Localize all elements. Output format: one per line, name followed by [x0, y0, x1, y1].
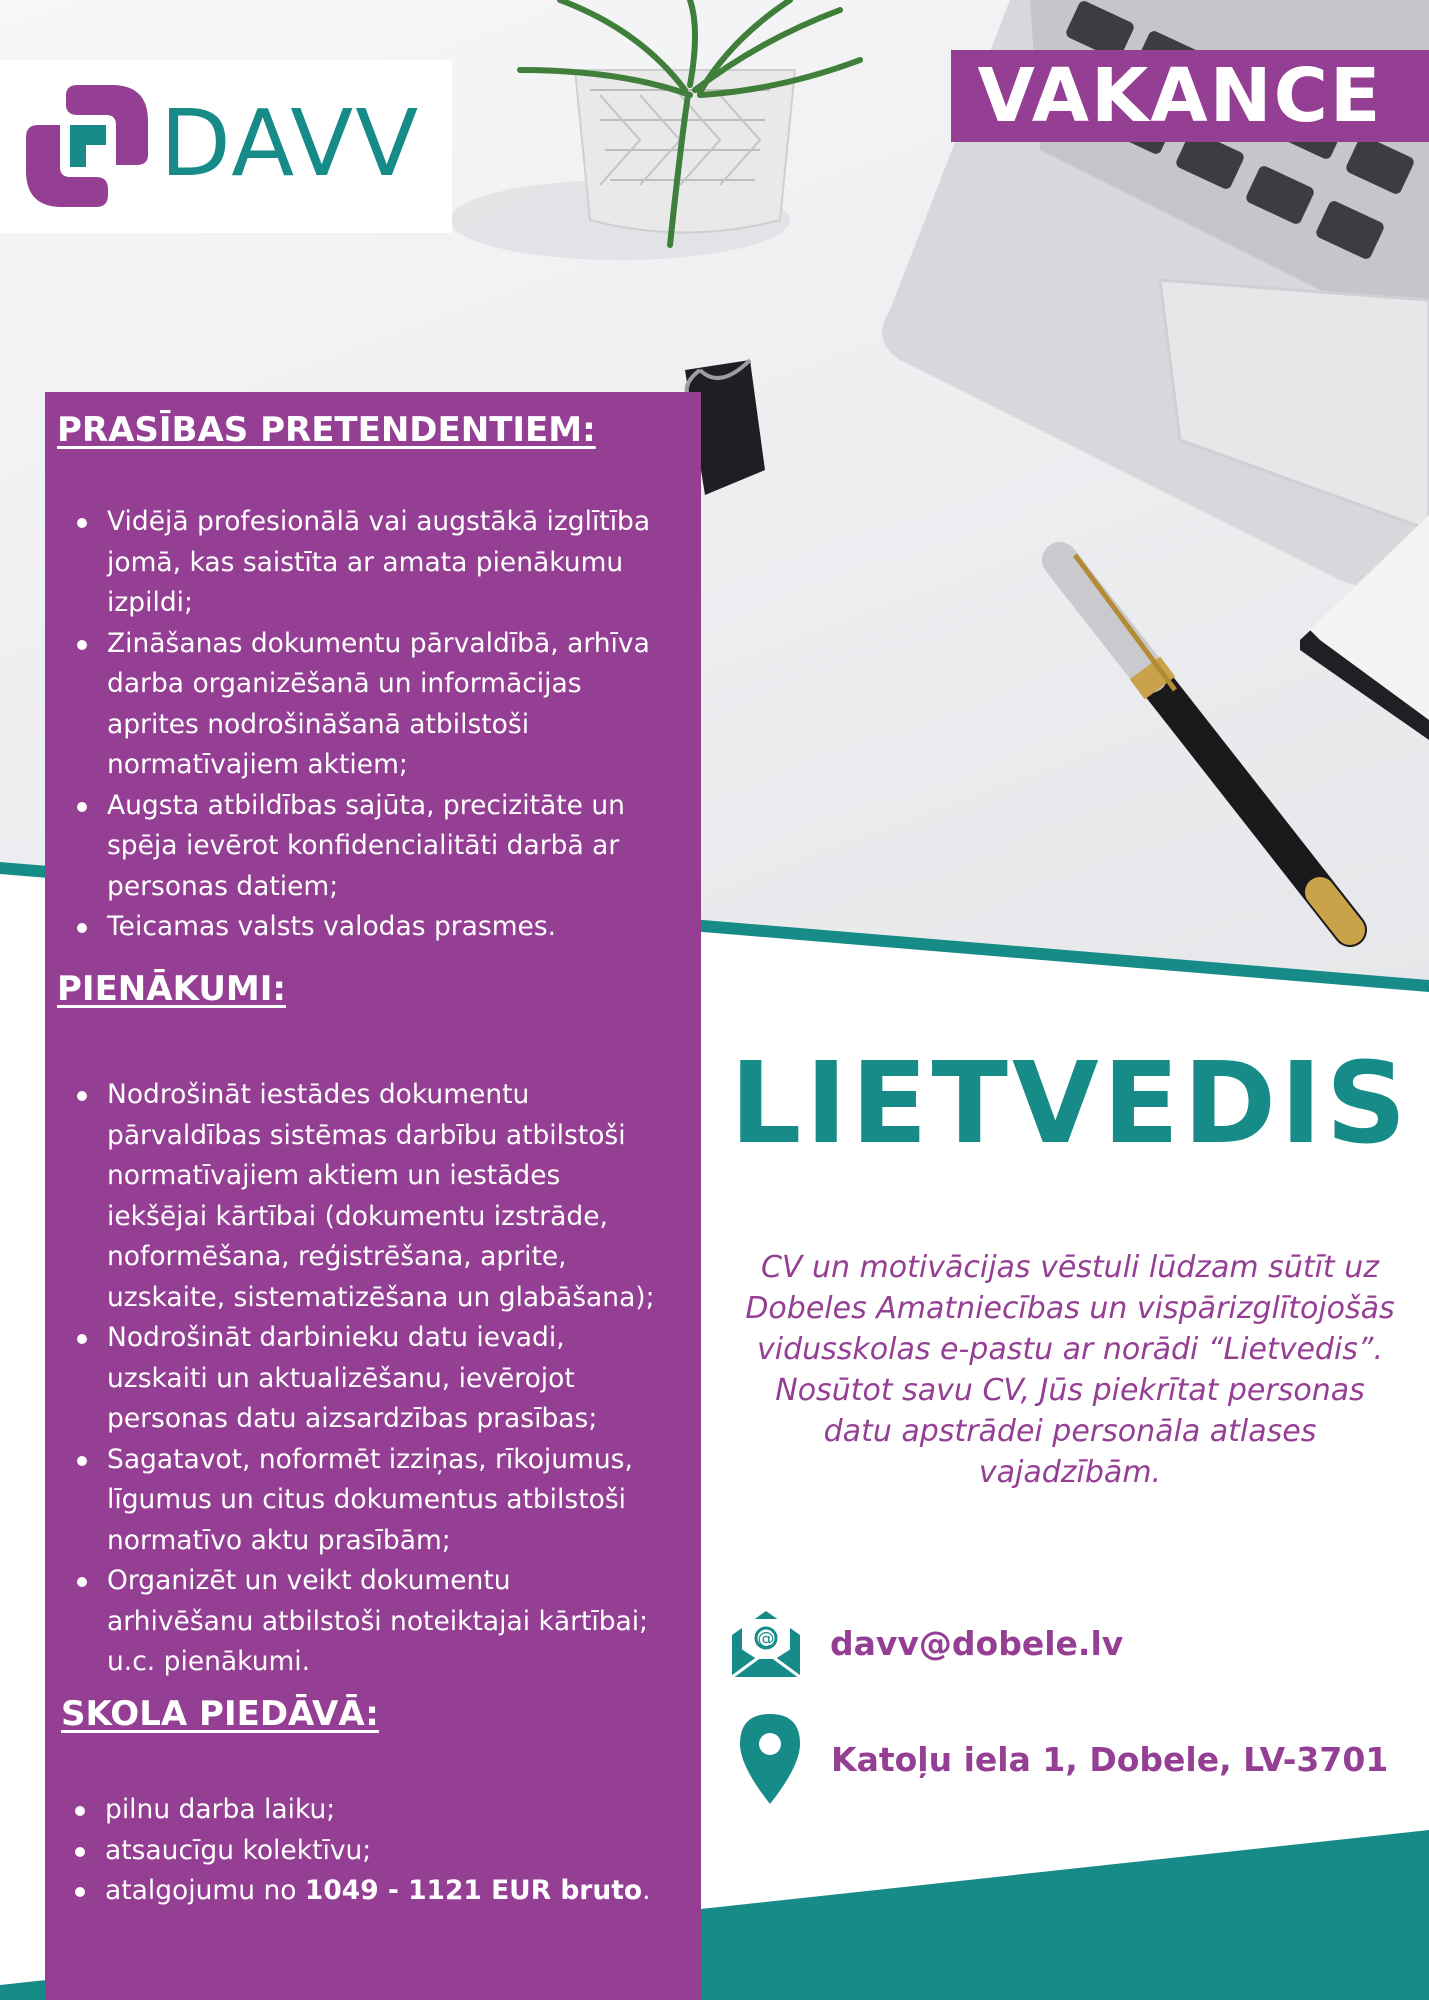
salary-suffix: .	[642, 1875, 651, 1906]
list-item: atsaucīgu kolektīvu;	[73, 1831, 651, 1872]
list-item-line: normatīvajiem aktiem;	[107, 749, 408, 780]
application-line: Dobeles Amatniecības un vispārizglītojošās	[745, 1291, 1395, 1326]
list-item-line: līgumus un citus dokumentus atbilstoši	[107, 1484, 626, 1515]
list-item-line: Zināšanas dokumentu pārvaldībā, arhīva	[107, 627, 650, 659]
salary-amount: 1049 - 1121 EUR bruto	[304, 1875, 643, 1906]
list-item-line: arhivēšanu atbilstoši noteiktajai kārtībai;	[107, 1605, 649, 1637]
offer-heading: SKOLA PIEDĀVĀ:	[61, 1694, 379, 1734]
envelope-at-icon	[728, 1605, 804, 1681]
list-item-line: darba organizēšanā un informācijas	[107, 668, 582, 699]
application-line: Nosūtot savu CV, Jūs piekrītat personas	[775, 1373, 1365, 1408]
list-item-line: u.c. pienākumi.	[107, 1646, 311, 1677]
list-item-line: Augsta atbildības sajūta, precizitāte un	[107, 789, 625, 821]
address-text: Katoļu iela 1, Dobele, LV-3701	[831, 1739, 1389, 1779]
list-item-line: uzskaiti un aktualizēšanu, ievērojot	[107, 1362, 575, 1394]
list-item-line: Nodrošināt iestādes dokumentu	[107, 1079, 530, 1110]
duties-heading: PIENĀKUMI:	[57, 969, 287, 1009]
list-item	[75, 1561, 655, 1683]
list-item-line: personas datu aizsardzības prasības;	[107, 1403, 598, 1434]
list-item-line: normatīvajiem aktiem un iestādes	[107, 1160, 561, 1191]
list-item-line: Nodrošināt darbinieku datu ievadi,	[107, 1322, 565, 1353]
list-item-line: Organizēt un veikt dokumentu	[107, 1565, 511, 1596]
offer-list	[73, 1790, 651, 1912]
list-item	[75, 624, 650, 786]
list-item-line: normatīvo aktu prasībām;	[107, 1524, 451, 1556]
requirements-heading: PRASĪBAS PRETENDENTIEM:	[57, 410, 596, 450]
logo-text: DAVV	[160, 90, 421, 197]
requirements-list	[75, 502, 650, 948]
list-item	[75, 1075, 655, 1318]
list-item-line: uzskaite, sistematizēšana un glabāšana);	[107, 1281, 655, 1313]
list-item-line: Teicamas valsts valodas prasmes.	[107, 911, 557, 942]
list-item-line: spēja ievērot konfidencialitāti darbā ar	[107, 830, 620, 861]
list-item	[75, 1318, 655, 1440]
address-row	[740, 1714, 1388, 1804]
email-link[interactable]: davv@dobele.lv	[830, 1623, 1124, 1663]
list-item	[75, 786, 650, 908]
logo-card	[0, 60, 452, 233]
salary-prefix: atalgojumu no	[105, 1875, 305, 1906]
application-line: vajadzībām.	[978, 1455, 1162, 1490]
list-item-line: aprites nodrošināšanā atbilstoši	[107, 708, 530, 740]
duties-list	[75, 1075, 655, 1683]
application-line: CV un motivācijas vēstuli lūdzam sūtīt uz	[760, 1250, 1379, 1285]
list-item-line: Vidējā profesionālā vai augstākā izglītība	[107, 506, 651, 537]
svg-text:@: @	[757, 1629, 775, 1649]
list-item	[75, 502, 650, 624]
application-line: vidusskolas e-pastu ar norādi “Lietvedis”.	[756, 1332, 1384, 1367]
application-line: datu apstrādei personāla atlases	[823, 1414, 1317, 1449]
application-instructions	[715, 1247, 1425, 1493]
davv-logo-icon	[26, 85, 148, 207]
list-item-line: jomā, kas saistīta ar amata pienākumu	[107, 546, 624, 578]
map-pin-icon	[740, 1714, 800, 1804]
list-item-line: Sagatavot, noformēt izziņas, rīkojumus,	[107, 1443, 633, 1475]
list-item-line: izpildi;	[107, 587, 193, 618]
email-row	[728, 1605, 1123, 1681]
vakance-badge: VAKANCE	[951, 50, 1429, 142]
list-item-line: pārvaldības sistēmas darbību atbilstoši	[107, 1119, 626, 1151]
list-item	[75, 907, 650, 948]
list-item	[75, 1440, 655, 1562]
list-item-line: personas datiem;	[107, 870, 339, 902]
info-panel	[45, 392, 701, 2000]
list-item-line: iekšējai kārtībai (dokumentu izstrāde,	[107, 1200, 608, 1232]
list-item-line: noformēšana, reģistrēšana, aprite,	[107, 1241, 567, 1272]
job-title: LIETVEDIS	[730, 1039, 1411, 1169]
list-item	[73, 1871, 651, 1912]
list-item: pilnu darba laiku;	[73, 1790, 651, 1831]
